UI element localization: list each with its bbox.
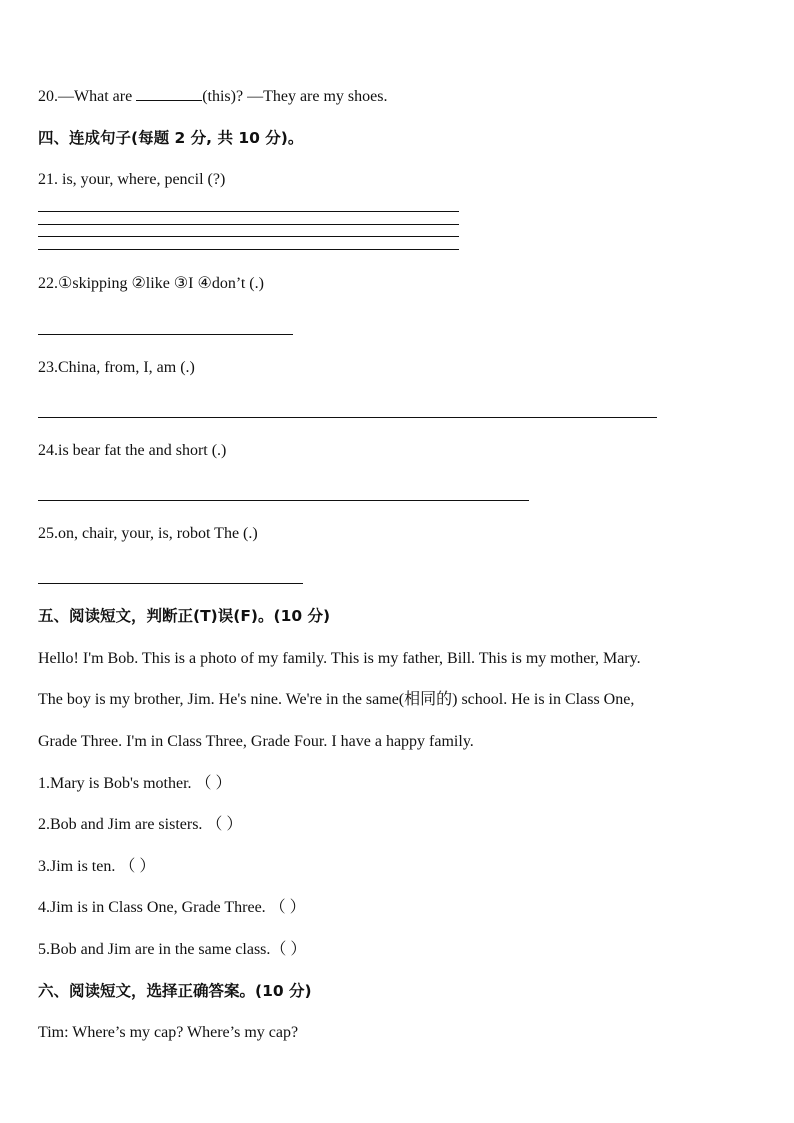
judgement-item-5	[38, 940, 306, 960]
answer-line[interactable]	[38, 417, 657, 418]
answer-line[interactable]	[38, 500, 529, 501]
judgement-item-text: 2.Bob and Jim are sisters.	[38, 816, 203, 833]
dialogue-line: Tim: Where’s my cap? Where’s my cap?	[38, 1024, 299, 1041]
answer-parentheses[interactable]: （ ）	[269, 899, 306, 916]
judgement-item-4	[38, 898, 306, 918]
judgement-item-2	[38, 815, 242, 835]
judgement-item-1	[38, 774, 232, 794]
answer-line[interactable]	[38, 211, 459, 212]
question-20-prefix: 20.—What are	[38, 88, 137, 105]
question-25: 25.on, chair, your, is, robot The (.)	[38, 525, 258, 542]
answer-parentheses[interactable]: （ ）	[195, 775, 232, 792]
answer-line[interactable]	[38, 334, 293, 335]
question-20-suffix: (this)? —They are my shoes.	[202, 88, 388, 105]
passage-line: Grade Three. I'm in Class Three, Grade Four. I have a happy family.	[38, 733, 474, 750]
answer-line[interactable]	[38, 583, 303, 584]
answer-parentheses[interactable]: （ ）	[206, 816, 243, 833]
judgement-item-text: 3.Jim is ten.	[38, 858, 116, 875]
judgement-item-3	[38, 857, 155, 877]
question-23: 23.China, from, I, am (.)	[38, 359, 195, 376]
section-6-heading: 六、阅读短文，选择正确答案。(10 分)	[38, 982, 312, 1000]
section-4-heading: 四、连成句子(每题 2 分, 共 10 分)。	[38, 129, 304, 147]
judgement-item-text: 4.Jim is in Class One, Grade Three.	[38, 899, 266, 916]
answer-line[interactable]	[38, 249, 459, 250]
section-5-heading: 五、阅读短文，判断正(T)误(F)。(10 分)	[38, 607, 331, 625]
question-20	[38, 87, 387, 107]
answer-line[interactable]	[38, 224, 459, 225]
passage-line: Hello! I'm Bob. This is a photo of my family. This is my father, Bill. This is my mother, Mary.	[38, 650, 641, 667]
answer-line[interactable]	[38, 236, 459, 237]
answer-blank[interactable]	[136, 100, 202, 101]
question-22: 22.①skipping ②like ③I ④don’t (.)	[38, 275, 264, 292]
passage-line: The boy is my brother, Jim. He's nine. We're in the same(相同的) school. He is in Class One,	[38, 691, 635, 708]
judgement-item-text: 1.Mary is Bob's mother.	[38, 775, 192, 792]
judgement-item-text: 5.Bob and Jim are in the same class.	[38, 941, 271, 958]
question-24: 24.is bear fat the and short (.)	[38, 442, 227, 459]
question-21: 21. is, your, where, pencil (?)	[38, 171, 226, 188]
answer-parentheses[interactable]: （ ）	[270, 941, 307, 958]
answer-parentheses[interactable]: （ ）	[119, 858, 156, 875]
